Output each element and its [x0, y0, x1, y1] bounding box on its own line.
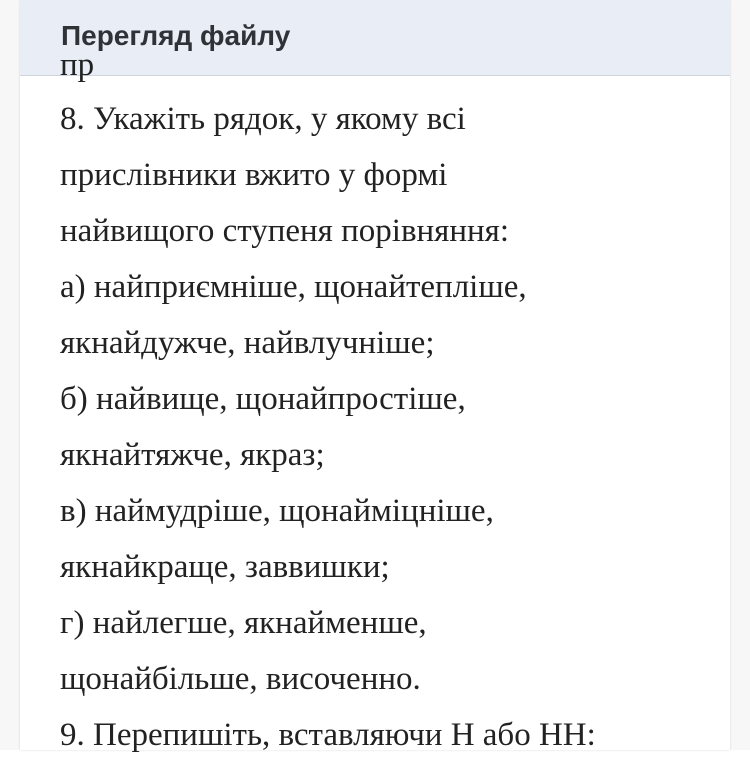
question-8-prompt-line-1: 8. Укажіть рядок, у якому всі	[60, 101, 466, 137]
file-viewer-panel	[20, 0, 730, 753]
option-a-line-2: якнайдужче, найвлучніше;	[60, 325, 435, 361]
option-v-line-1: в) наймудріше, щонайміцніше,	[60, 493, 494, 529]
option-v-line-2: якнайкраще, заввишки;	[60, 549, 390, 585]
viewer-title: Перегляд файлу	[61, 20, 291, 51]
clipped-previous-line: пр	[60, 47, 95, 83]
question-8-prompt-line-3: найвищого ступеня порівняння:	[60, 213, 510, 249]
option-a-line-1: а) найприємніше, щонайтепліше,	[60, 269, 527, 305]
question-8-prompt-line-2: прислівники вжито у формі	[60, 157, 448, 193]
option-b-line-2: якнайтяжче, якраз;	[60, 437, 325, 473]
option-b-line-1: б) найвище, щонайпростіше,	[60, 381, 466, 417]
document-text	[60, 99, 720, 771]
file-content[interactable]	[20, 47, 730, 753]
question-9-prompt: 9. Перепишіть, вставляючи Н або НН:	[60, 717, 596, 753]
option-h-line-2: щонайбільше, височенно.	[60, 661, 421, 697]
viewer-header	[20, 0, 730, 76]
option-h-line-1: г) найлегше, якнайменше,	[60, 605, 427, 641]
